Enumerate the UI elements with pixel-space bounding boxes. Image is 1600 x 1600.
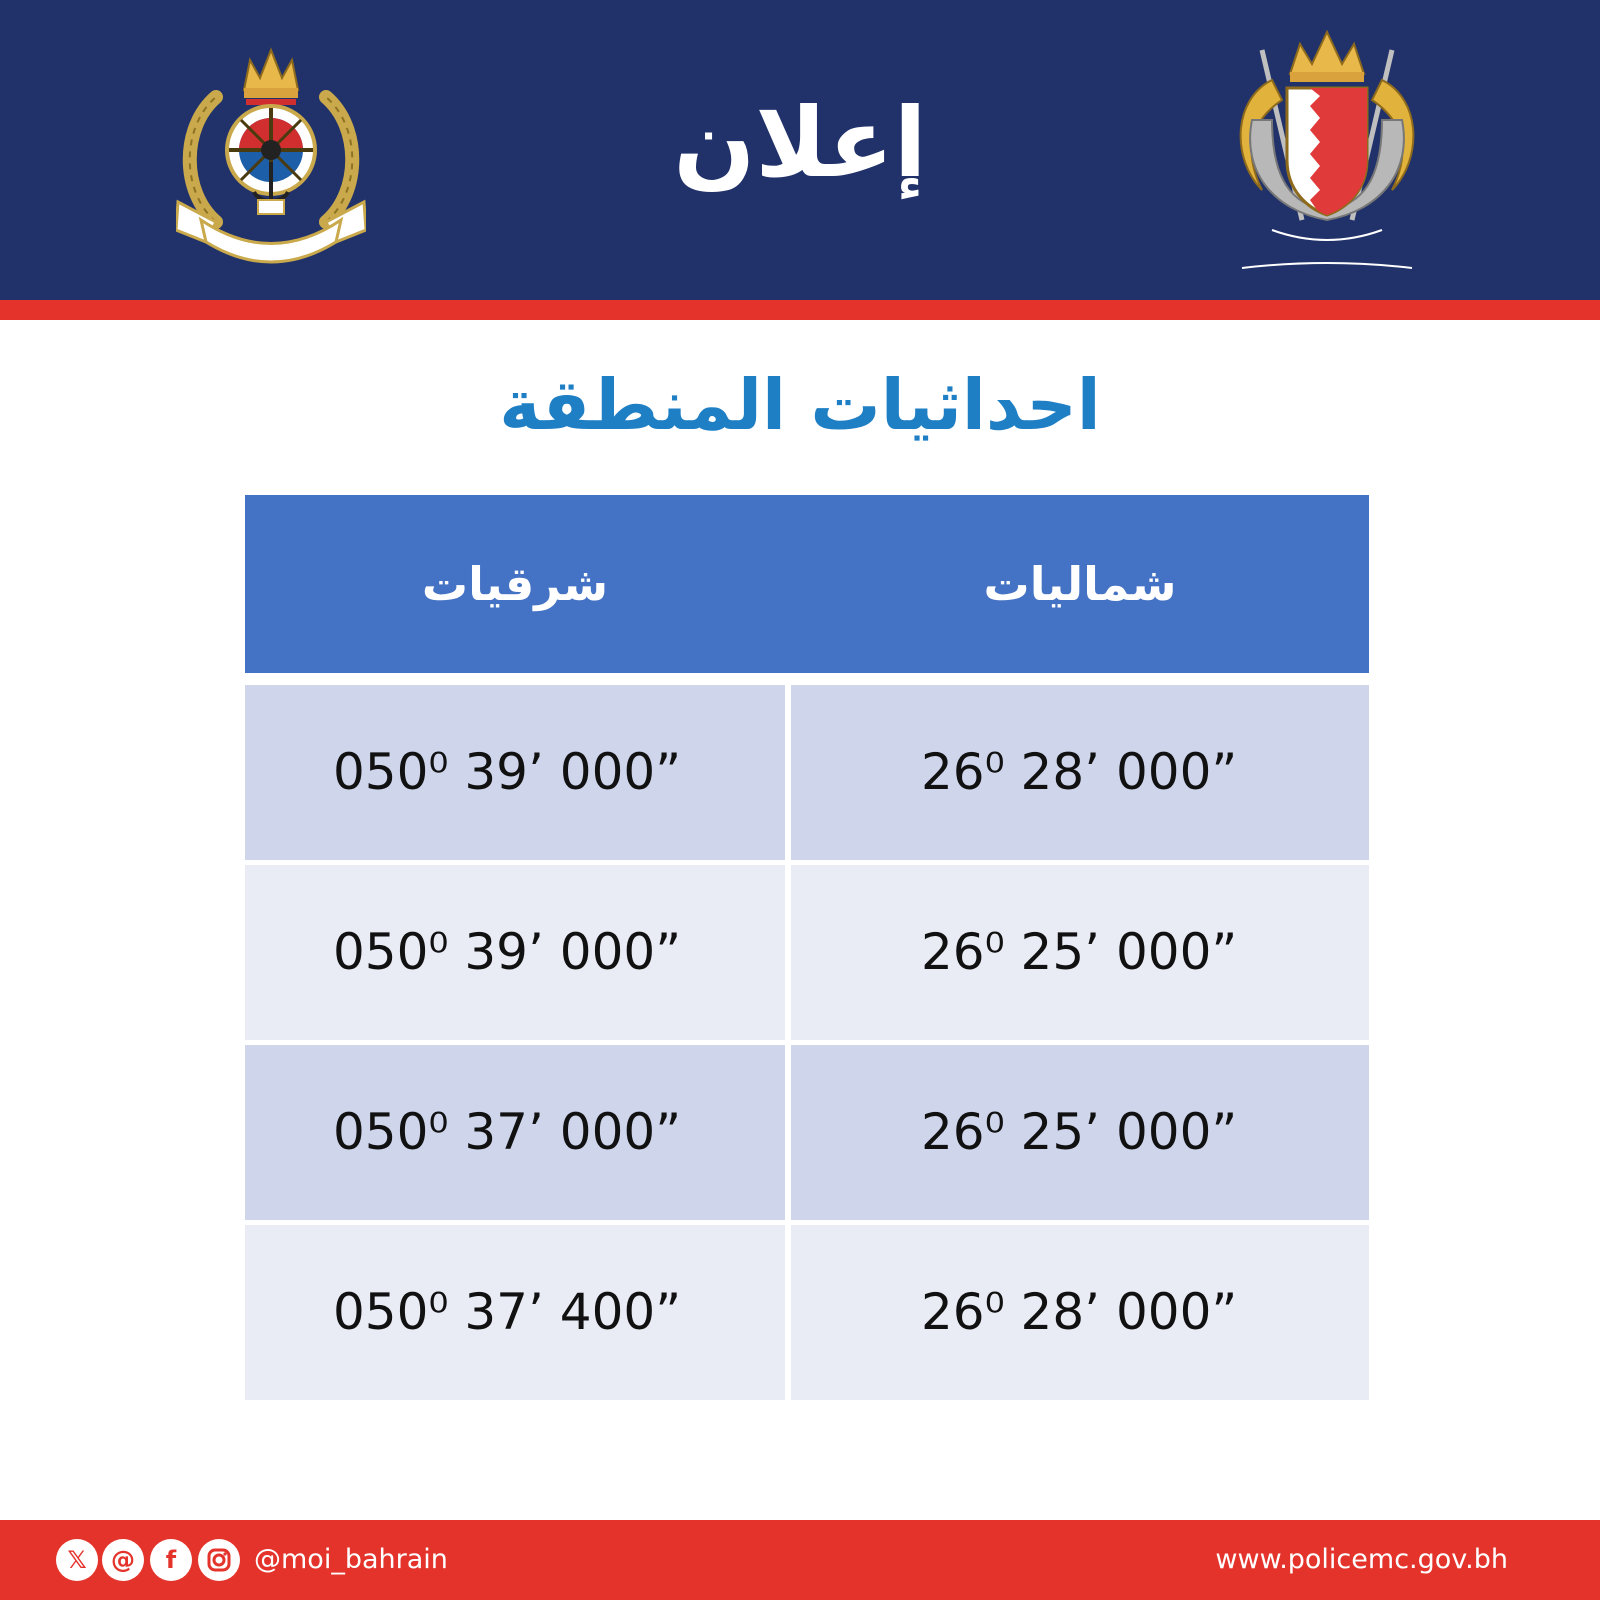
area-coordinates-title: احداثيات المنطقة [499,364,1101,446]
crown-icon [1290,32,1364,82]
easting-cell: 050⁰ 39’ 000” [245,865,785,1040]
table-header-row [245,495,1369,673]
facebook-icon[interactable]: f [150,1539,192,1581]
northing-cell: 26⁰ 28’ 000” [791,685,1369,860]
x-icon[interactable]: 𝕏 [56,1539,98,1581]
easting-cell: 050⁰ 37’ 000” [245,1045,785,1220]
bahrain-flag-shield-icon [1287,88,1367,215]
table-row [245,1045,1369,1220]
header-northings: شماليات [983,557,1177,611]
table-row [245,865,1369,1040]
footer-bar [0,1520,1600,1600]
table-row [245,1225,1369,1400]
instagram-glyph [198,1539,240,1581]
table-row [245,685,1369,860]
easting-cell: 050⁰ 39’ 000” [245,685,785,860]
announcement-title: إعلان [673,87,927,199]
header-eastings: شرقيات [421,557,609,611]
social-handle[interactable]: @moi_bahrain [254,1544,448,1575]
header-red-stripe [0,300,1600,320]
easting-cell: 050⁰ 37’ 400” [245,1225,785,1400]
website-link[interactable]: www.policemc.gov.bh [1215,1544,1508,1575]
northing-cell: 26⁰ 25’ 000” [791,865,1369,1040]
northing-cell: 26⁰ 28’ 000” [791,1225,1369,1400]
coast-guard-logo [176,42,366,272]
ministry-of-interior-logo [1232,30,1422,280]
northing-cell: 26⁰ 25’ 000” [791,1045,1369,1220]
crown-icon [244,50,298,105]
threads-icon[interactable]: @ [102,1539,144,1581]
instagram-icon[interactable] [198,1539,240,1581]
